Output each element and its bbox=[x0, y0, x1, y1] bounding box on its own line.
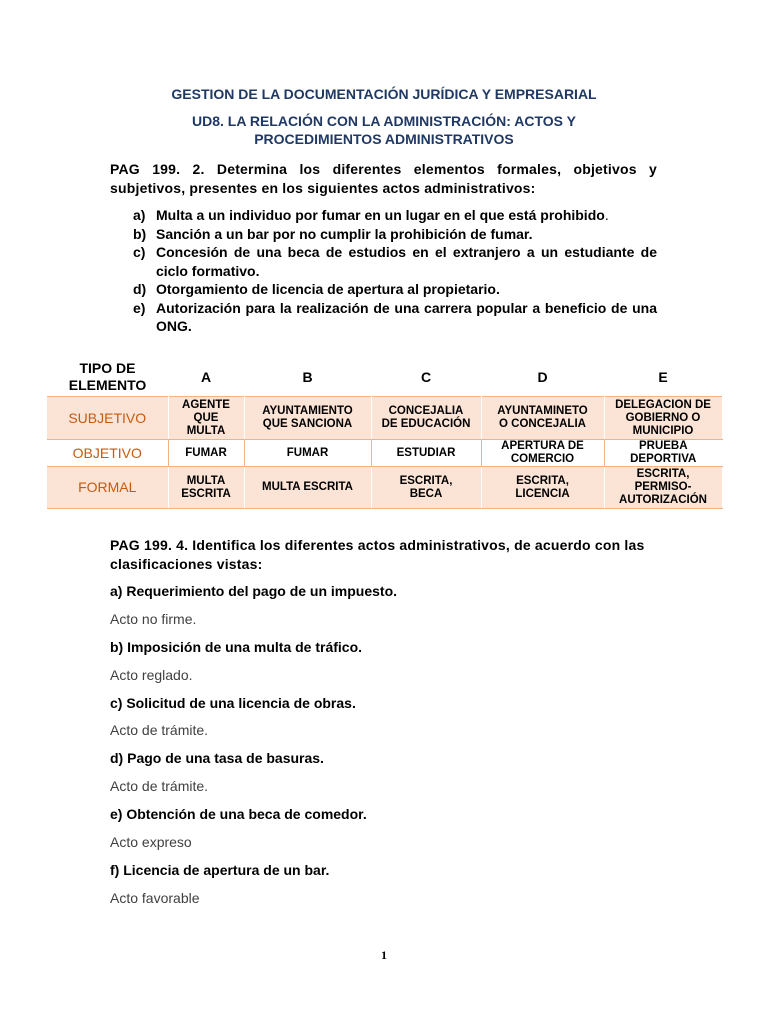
answer-f: Acto favorable bbox=[110, 890, 200, 906]
answer-e: Acto expreso bbox=[110, 834, 192, 850]
exercise1-prompt: PAG 199. 2. Determina los diferentes elementos formales, objetivos y subjetivos, presentes en los siguientes actos administrativos: bbox=[110, 161, 657, 196]
table-header-cell: A bbox=[200, 368, 212, 385]
question-d: d) Pago de una tasa de basuras. bbox=[110, 750, 324, 766]
list-item bbox=[110, 206, 657, 225]
table-cell: ESCRITA, PERMISO-AUTORIZACIÓN bbox=[604, 467, 722, 509]
table-header-cell: D bbox=[537, 368, 548, 385]
table-cell: PRUEBA DEPORTIVA bbox=[604, 440, 722, 467]
list-item-text: Concesión de una beca de estudios en el extranjero a un estudiante de ciclo formativo. bbox=[156, 244, 657, 279]
document-title: GESTION DE LA DOCUMENTACIÓN JURÍDICA Y EMPRESARIAL bbox=[171, 86, 597, 102]
table-header-cell: TIPO DE ELEMENTO bbox=[68, 360, 147, 393]
table-cell: CONCEJALIA DE EDUCACIÓN bbox=[371, 397, 481, 440]
question-c: c) Solicitud de una licencia de obras. bbox=[110, 695, 356, 711]
table-cell: FUMAR bbox=[168, 440, 244, 467]
list-marker: c) bbox=[133, 244, 146, 260]
table-cell: MULTA ESCRITA bbox=[244, 467, 371, 509]
question-a: a) Requerimiento del pago de un impuesto. bbox=[110, 583, 398, 599]
answer-d: Acto de trámite. bbox=[110, 778, 209, 794]
list-item-tail: . bbox=[604, 207, 609, 223]
list-item-text: Otorgamiento de licencia de apertura al propietario. bbox=[156, 281, 500, 297]
row-label: OBJETIVO bbox=[47, 440, 168, 467]
list-marker: b) bbox=[133, 225, 147, 242]
question-f: f) Licencia de apertura de un bar. bbox=[110, 862, 330, 878]
table-cell: MULTA ESCRITA bbox=[168, 467, 244, 509]
answer-b: Acto reglado. bbox=[110, 667, 193, 683]
list-item bbox=[110, 243, 657, 280]
table-row bbox=[47, 397, 722, 440]
table-header-cell: E bbox=[658, 368, 668, 385]
table-cell: AYUNTAMINETO O CONCEJALIA bbox=[481, 397, 604, 440]
table-cell: APERTURA DE COMERCIO bbox=[481, 440, 604, 467]
row-label: FORMAL bbox=[47, 467, 168, 509]
table-cell: AGENTE QUE MULTA bbox=[168, 397, 244, 440]
question-e: e) Obtención de una beca de comedor. bbox=[110, 806, 367, 822]
list-item-text: Autorización para la realización de una carrera popular a beneficio de una ONG. bbox=[156, 299, 657, 334]
table-row bbox=[47, 467, 722, 509]
list-item-text: Sanción a un bar por no cumplir la prohibición de fumar. bbox=[156, 225, 533, 242]
table-cell: FUMAR bbox=[244, 440, 371, 467]
page-number: 1 bbox=[381, 948, 387, 962]
unit-title-line2: PROCEDIMIENTOS ADMINISTRATIVOS bbox=[254, 131, 514, 147]
list-item-text: Multa a un individuo por fumar en un lugar en el que está prohibido bbox=[156, 207, 605, 223]
table-cell: AYUNTAMIENTO QUE SANCIONA bbox=[244, 397, 371, 440]
list-marker: a) bbox=[133, 207, 146, 223]
exercise2-prompt: PAG 199. 4. Identifica los diferentes actos administrativos, de acuerdo con las clasificaciones vistas: bbox=[110, 537, 645, 572]
list-marker: d) bbox=[133, 281, 147, 297]
table-cell: DELEGACION DE GOBIERNO O MUNICIPIO bbox=[604, 397, 722, 440]
table-cell: ESCRITA, LICENCIA bbox=[481, 467, 604, 509]
answer-a: Acto no firme. bbox=[110, 611, 197, 627]
row-label: SUBJETIVO bbox=[47, 397, 168, 440]
table-header-cell: C bbox=[420, 368, 432, 385]
question-b: b) Imposición de una multa de tráfico. bbox=[110, 639, 363, 655]
list-marker: e) bbox=[133, 299, 146, 316]
exercise1-list bbox=[110, 206, 657, 336]
elements-table bbox=[47, 358, 723, 509]
list-item bbox=[110, 225, 657, 244]
list-item bbox=[110, 299, 657, 336]
table-row bbox=[47, 440, 722, 467]
table-header-cell: B bbox=[302, 368, 313, 385]
answer-c: Acto de trámite. bbox=[110, 722, 209, 738]
table-cell: ESTUDIAR bbox=[371, 440, 481, 467]
table-header-row bbox=[47, 358, 722, 397]
table-cell: ESCRITA, BECA bbox=[371, 467, 481, 509]
unit-title-line1: UD8. LA RELACIÓN CON LA ADMINISTRACIÓN: ACTOS Y bbox=[192, 113, 576, 129]
list-item bbox=[110, 280, 657, 299]
